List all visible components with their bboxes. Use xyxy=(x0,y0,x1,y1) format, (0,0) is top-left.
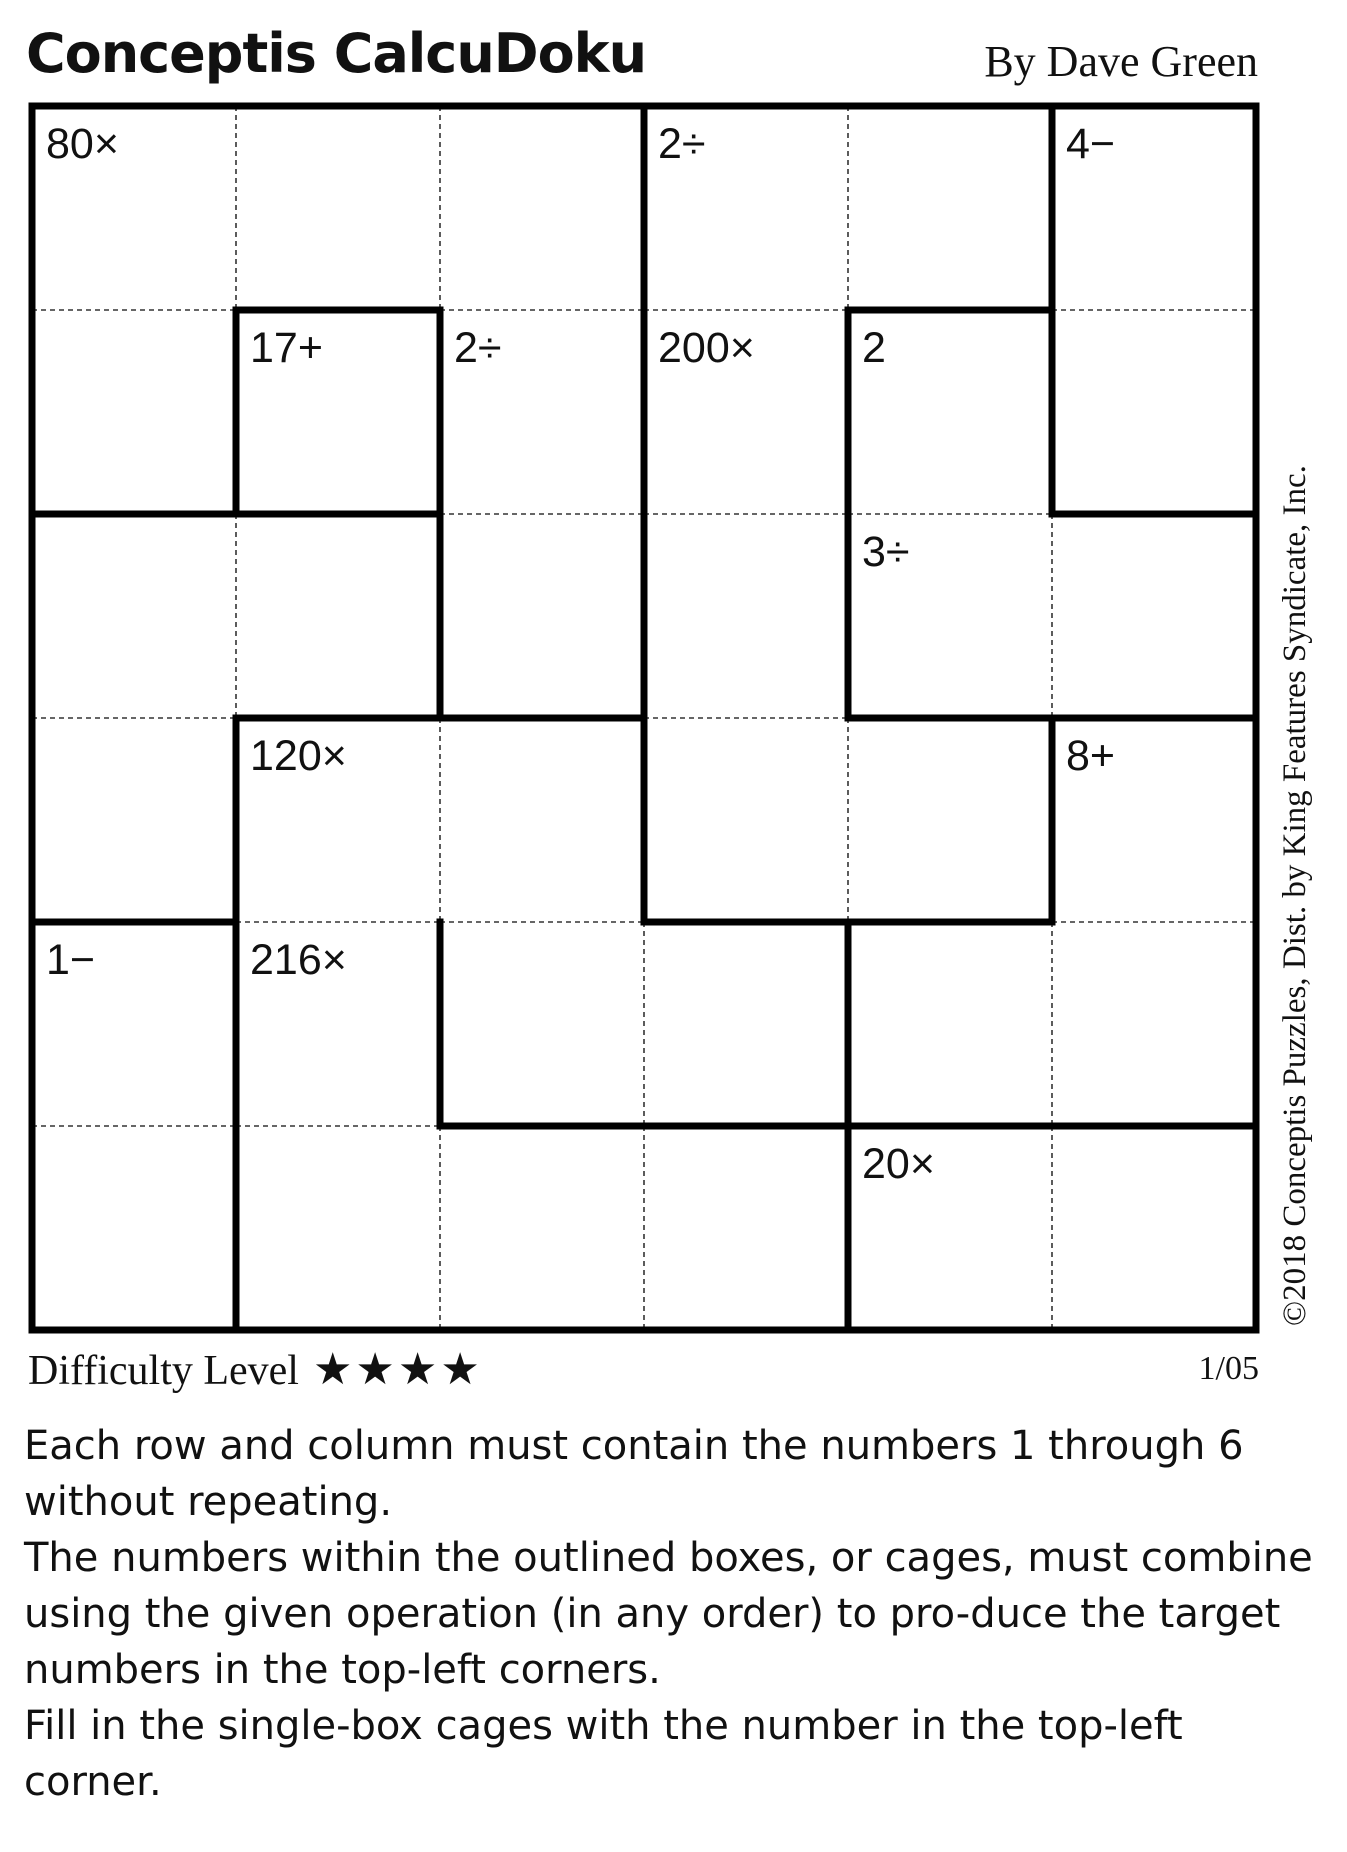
cage-clue: 4− xyxy=(1066,120,1116,168)
grid-cell-r5c5[interactable] xyxy=(848,922,1052,1126)
difficulty-level xyxy=(28,1344,483,1395)
instructions xyxy=(24,1418,1324,1810)
grid-cell-r4c3[interactable] xyxy=(440,718,644,922)
cage-clue: 216× xyxy=(250,936,347,984)
cage-clue: 120× xyxy=(250,732,347,780)
grid-cell-r3c1[interactable] xyxy=(32,514,236,718)
cage-clue: 2 xyxy=(862,324,886,372)
grid-cell-r2c1[interactable] xyxy=(32,310,236,514)
cage-clue: 2÷ xyxy=(658,120,706,168)
puzzle-title: Conceptis CalcuDoku xyxy=(26,22,647,85)
grid-cell-r6c1[interactable] xyxy=(32,1126,236,1330)
grid-cell-r1c2[interactable] xyxy=(236,106,440,310)
grid-cell-r6c4[interactable] xyxy=(644,1126,848,1330)
difficulty-label: Difficulty Level xyxy=(28,1348,299,1394)
instruction-line-1: Each row and column must contain the numbers 1 through 6 without repeating. xyxy=(24,1423,1244,1525)
grid-cell-r3c2[interactable] xyxy=(236,514,440,718)
puzzle-date: 1/05 xyxy=(1198,1350,1259,1387)
grid-cell-r3c4[interactable] xyxy=(644,514,848,718)
cage-clue: 1− xyxy=(46,936,96,984)
grid-cell-r3c3[interactable] xyxy=(440,514,644,718)
instruction-line-2: The numbers within the outlined boxes, or cages, must combine using the given operation (in any order) to pro-duce the target numbers in the top-left corners. xyxy=(24,1535,1313,1693)
cage-clue: 200× xyxy=(658,324,755,372)
cage-clue: 3÷ xyxy=(862,528,910,576)
grid-cell-r1c5[interactable] xyxy=(848,106,1052,310)
grid-cell-r5c4[interactable] xyxy=(644,922,848,1126)
grid-cell-r4c1[interactable] xyxy=(32,718,236,922)
cage-clue: 17+ xyxy=(250,324,323,372)
difficulty-stars: ★★★★ xyxy=(312,1344,483,1395)
grid-cell-r6c6[interactable] xyxy=(1052,1126,1256,1330)
grid-cell-r5c6[interactable] xyxy=(1052,922,1256,1126)
instruction-line-3: Fill in the single-box cages with the number in the top-left corner. xyxy=(24,1703,1183,1805)
grid-cell-r5c3[interactable] xyxy=(440,922,644,1126)
grid-cell-r6c2[interactable] xyxy=(236,1126,440,1330)
cage-clue: 80× xyxy=(46,120,119,168)
grid-cell-r1c3[interactable] xyxy=(440,106,644,310)
grid-cell-r2c6[interactable] xyxy=(1052,310,1256,514)
cage-clue: 2÷ xyxy=(454,324,502,372)
grid-cell-r4c5[interactable] xyxy=(848,718,1052,922)
copyright-notice: ©2018 Conceptis Puzzles, Dist. by King Features Syndicate, Inc. xyxy=(1277,465,1313,1326)
author-byline: By Dave Green xyxy=(984,37,1258,86)
grid-cell-r6c3[interactable] xyxy=(440,1126,644,1330)
grid-cell-r4c4[interactable] xyxy=(644,718,848,922)
cage-clue: 8+ xyxy=(1066,732,1116,780)
cage-clue: 20× xyxy=(862,1140,935,1188)
grid-cell-r3c6[interactable] xyxy=(1052,514,1256,718)
